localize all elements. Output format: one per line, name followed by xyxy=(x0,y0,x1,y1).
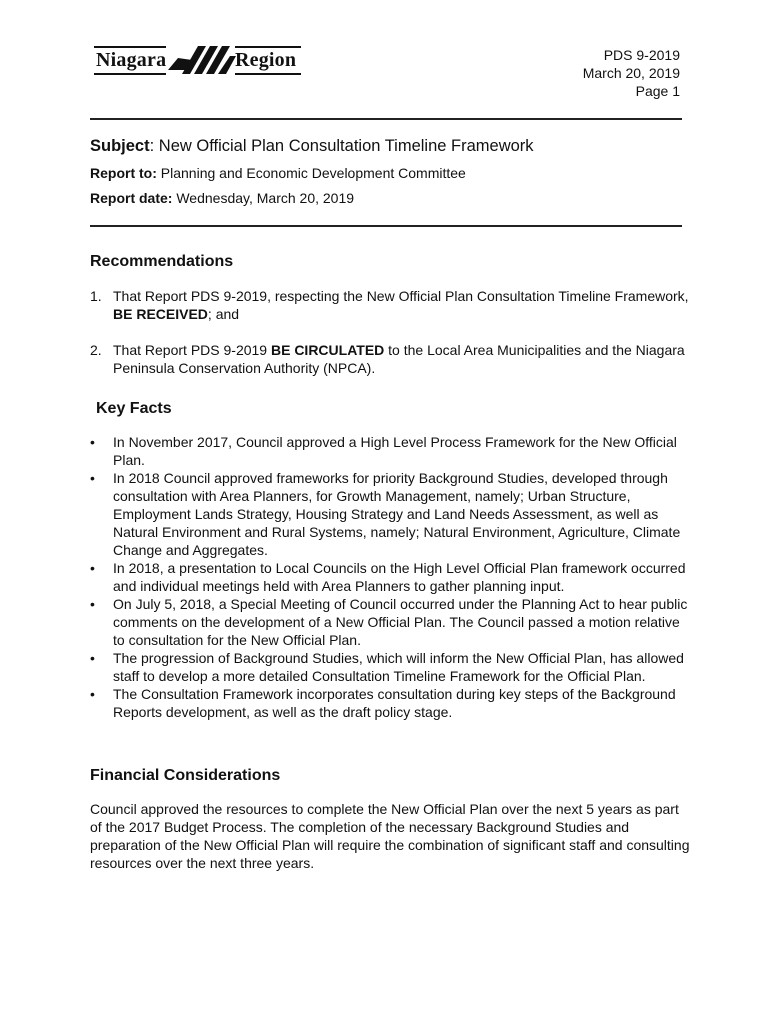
subject-line: Subject: New Official Plan Consultation Timeline Framework xyxy=(90,137,534,155)
report-to-line xyxy=(90,165,466,181)
key-fact-item: • The Consultation Framework incorporates consultation during key steps of the Background Reports development, as well as the draft policy stage. xyxy=(90,685,690,721)
recommendation-text-end: ; and xyxy=(207,306,240,322)
subject-label: Subject xyxy=(90,137,150,155)
recommendation-action: BE CIRCULATED xyxy=(270,342,385,358)
report-to-label: Report to: xyxy=(90,165,157,181)
key-fact-item: • On July 5, 2018, a Special Meeting of Council occurred under the Planning Act to hear public comments on the development of a New Official Plan. The Council passed a motion relative to consultation for the New Official Plan. xyxy=(90,595,690,649)
report-to-value: Planning and Economic Development Committee xyxy=(160,165,466,181)
logo-word-right: Region xyxy=(235,49,297,71)
key-facts-heading: Key Facts xyxy=(96,400,172,417)
divider-top xyxy=(90,118,682,120)
key-fact-item: • In 2018 Council approved frameworks for priority Background Studies, developed through consultation with Area Planners, for Growth Management, namely; Urban Structure, Employment Lands Strategy, Housing Strategy and Land Needs Assessment, as well as Natural Environment and Rural Systems, namely; Natural Environment, Agriculture, Climate Change and Aggregates. xyxy=(90,469,690,559)
logo-rule-bottom-left xyxy=(94,73,166,75)
niagara-region-logo xyxy=(92,44,302,76)
page-number: Page 1 xyxy=(635,83,680,99)
report-number: PDS 9-2019 xyxy=(603,47,680,63)
recommendation-text-end: to the Local Area Municipalities and the Niagara Peninsula Conservation Authority (NPCA). xyxy=(113,342,685,376)
key-fact-item: • In 2018, a presentation to Local Councils on the High Level Official Plan framework occurred and individual meetings held with Area Planners to gather planning input. xyxy=(90,559,690,595)
logo-stripes-icon xyxy=(166,44,236,76)
divider-middle xyxy=(90,225,682,227)
report-date-value: Wednesday, March 20, 2019 xyxy=(176,190,355,206)
logo-rule-top-left xyxy=(94,46,166,48)
recommendation-number: 1. xyxy=(90,288,102,304)
key-facts-list xyxy=(90,433,690,721)
recommendation-text xyxy=(113,341,693,377)
report-header-date: March 20, 2019 xyxy=(582,65,680,81)
report-meta xyxy=(583,46,680,100)
report-date-line xyxy=(90,190,354,206)
key-fact-item: • In November 2017, Council approved a High Level Process Framework for the New Official Plan. xyxy=(90,433,690,469)
recommendations-heading: Recommendations xyxy=(90,253,234,270)
recommendation-text-start: That Report PDS 9-2019, respecting the New Official Plan Consultation Timeline Framework, xyxy=(113,288,689,304)
logo-word-left: Niagara xyxy=(96,49,167,71)
subject-value: New Official Plan Consultation Timeline Framework xyxy=(158,137,534,155)
logo-rule-top-right xyxy=(235,46,301,48)
recommendation-action: BE RECEIVED xyxy=(113,306,208,322)
recommendation-number: 2. xyxy=(90,342,102,358)
logo-rule-bottom-right xyxy=(235,73,301,75)
financial-heading: Financial Considerations xyxy=(90,767,281,784)
report-date-label: Report date: xyxy=(90,190,173,206)
recommendation-text xyxy=(113,287,693,323)
key-fact-item: • The progression of Background Studies, which will inform the New Official Plan, has allowed staff to develop a more detailed Consultation Timeline Framework for the Official Plan. xyxy=(90,649,690,685)
financial-paragraph: Council approved the resources to complete the New Official Plan over the next 5 years as part of the 2017 Budget Process. The completion of the necessary Background Studies and preparation of the New Official Plan will require the combination of significant staff and consulting resources over the next three years. xyxy=(90,801,690,871)
recommendation-text-start: That Report PDS 9-2019 xyxy=(113,342,271,358)
